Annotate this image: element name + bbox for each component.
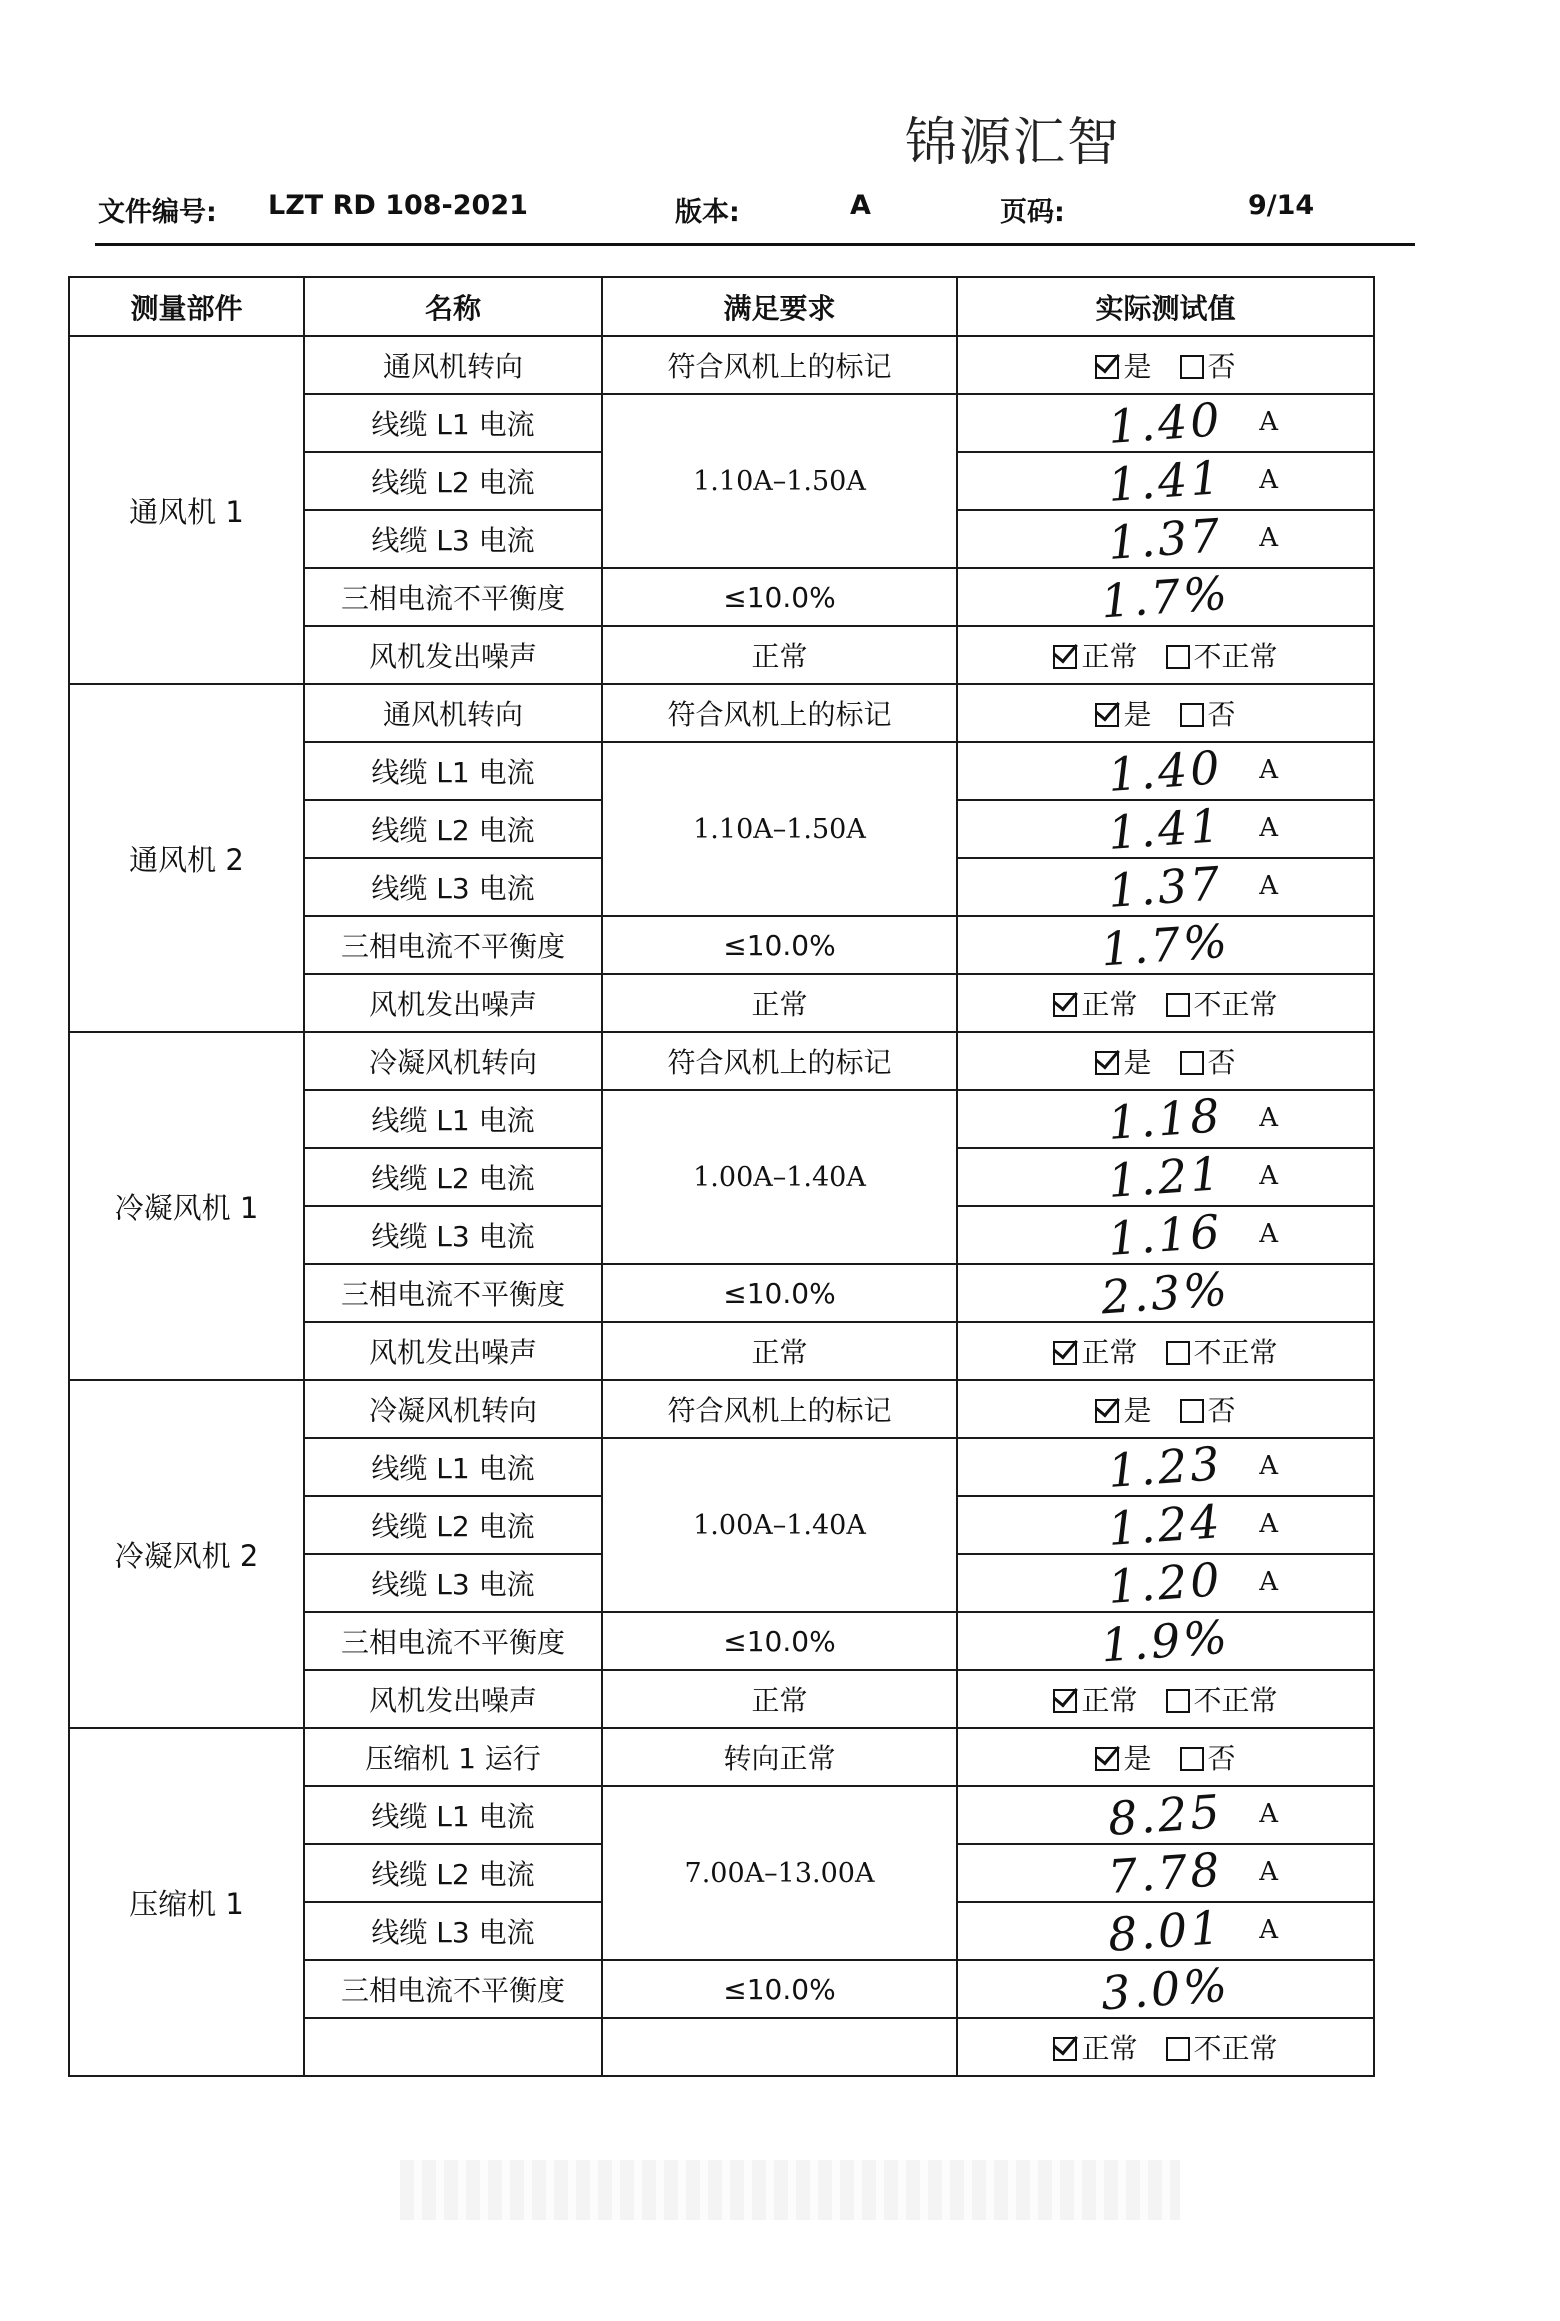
unit-label: A [1259, 407, 1278, 437]
noise-check-option-negative[interactable] [1166, 1684, 1278, 1717]
requirement: 正常 [602, 1670, 957, 1728]
requirement: 正常 [602, 626, 957, 684]
handwritten-value: 1.7% [1099, 913, 1232, 977]
checkbox-label: 不正常 [1193, 1336, 1278, 1369]
rotation-check-option-negative[interactable] [1180, 350, 1236, 383]
noise-check-cell [957, 974, 1374, 1032]
item-name: 通风机转向 [304, 684, 602, 742]
col-header-part: 测量部件 [69, 277, 304, 336]
rotation-check-options [1081, 1394, 1249, 1427]
rotation-check-cell [957, 684, 1374, 742]
component-name: 冷凝风机 2 [69, 1380, 304, 1728]
rotation-check-option-positive[interactable] [1095, 1046, 1151, 1079]
version-label: 版本: [675, 197, 740, 228]
checkbox-icon[interactable] [1180, 1051, 1204, 1075]
current-value-l3 [957, 858, 1374, 916]
handwritten-value: 1.9% [1099, 1609, 1232, 1673]
rotation-check-cell [957, 1380, 1374, 1438]
current-value-l2 [957, 1496, 1374, 1554]
item-name: 线缆 L1 电流 [304, 394, 602, 452]
faded-footer-text [400, 2160, 1180, 2220]
component-name: 通风机 1 [69, 336, 304, 684]
document-header [0, 190, 1560, 236]
noise-check-option-positive[interactable] [1053, 640, 1137, 673]
checkbox-label: 是 [1123, 1046, 1152, 1079]
checkbox-label: 是 [1123, 1742, 1152, 1775]
rotation-check-option-negative[interactable] [1180, 1742, 1236, 1775]
imbalance-value [957, 1261, 1374, 1325]
noise-check-options [1039, 988, 1291, 1021]
unit-label: A [1259, 813, 1278, 843]
handwritten-value: 1.18 [1106, 1088, 1225, 1150]
requirement: ≤10.0% [602, 568, 957, 626]
checkbox-icon[interactable] [1166, 993, 1190, 1017]
checkbox-icon[interactable] [1095, 1051, 1119, 1075]
checkbox-label: 正常 [1081, 2032, 1138, 2065]
checkbox-label: 正常 [1081, 1684, 1138, 1717]
rotation-check-option-positive[interactable] [1095, 1394, 1151, 1427]
item-name: 三相电流不平衡度 [304, 1612, 602, 1670]
rotation-check-options [1081, 1046, 1249, 1079]
item-name: 线缆 L1 电流 [304, 1786, 602, 1844]
rotation-check-option-positive[interactable] [1095, 350, 1151, 383]
page-number: 9/14 [1248, 190, 1315, 221]
checkbox-icon[interactable] [1180, 1747, 1204, 1771]
item-name: 三相电流不平衡度 [304, 1960, 602, 2018]
noise-check-cell [957, 1670, 1374, 1728]
component-name: 压缩机 1 [69, 1728, 304, 2076]
current-value-l2 [957, 1148, 1374, 1206]
checkbox-icon[interactable] [1095, 1399, 1119, 1423]
handwritten-value: 8.01 [1106, 1900, 1225, 1962]
item-name: 线缆 L1 电流 [304, 1090, 602, 1148]
current-value-l3 [957, 1206, 1374, 1264]
col-header-name: 名称 [304, 277, 602, 336]
checkbox-icon[interactable] [1166, 1689, 1190, 1713]
item-name: 压缩机 1 运行 [304, 1728, 602, 1786]
rotation-check-cell [957, 336, 1374, 394]
current-value-l3 [957, 1554, 1374, 1612]
imbalance-value [957, 913, 1374, 977]
noise-check-option-positive[interactable] [1053, 988, 1137, 1021]
requirement: ≤10.0% [602, 1960, 957, 2018]
unit-label: A [1259, 1103, 1278, 1133]
noise-check-option-positive[interactable] [1053, 1336, 1137, 1369]
requirement: 正常 [602, 974, 957, 1032]
unit-label: A [1259, 465, 1278, 495]
unit-label: A [1259, 523, 1278, 553]
requirement: ≤10.0% [602, 916, 957, 974]
unit-label: A [1259, 1799, 1278, 1829]
noise-check-option-negative[interactable] [1166, 988, 1278, 1021]
handwritten-value: 8.25 [1106, 1784, 1225, 1846]
handwritten-value: 7.78 [1106, 1842, 1225, 1904]
noise-check-options [1039, 1336, 1291, 1369]
checkbox-label: 否 [1207, 1046, 1236, 1079]
doc-number: LZT RD 108-2021 [268, 190, 528, 221]
col-header-requirement: 满足要求 [602, 277, 957, 336]
checkbox-icon[interactable] [1180, 355, 1204, 379]
table-row [69, 1380, 1374, 1438]
item-name: 通风机转向 [304, 336, 602, 394]
rotation-check-options [1081, 698, 1249, 731]
unit-label: A [1259, 1857, 1278, 1887]
checkbox-icon[interactable] [1053, 645, 1077, 669]
imbalance-value [957, 565, 1374, 629]
current-value-l1 [957, 1438, 1374, 1496]
checkbox-label: 不正常 [1193, 640, 1278, 673]
checkbox-icon[interactable] [1180, 1399, 1204, 1423]
current-value-l1 [957, 742, 1374, 800]
noise-check-options [1039, 2032, 1291, 2065]
item-name [304, 2018, 602, 2076]
handwritten-value: 1.40 [1106, 392, 1225, 454]
current-value-l1 [957, 394, 1374, 452]
item-name: 冷凝风机转向 [304, 1380, 602, 1438]
checkbox-icon[interactable] [1180, 703, 1204, 727]
handwritten-value: 1.37 [1106, 508, 1225, 570]
unit-label: A [1259, 1509, 1278, 1539]
handwritten-value: 1.16 [1106, 1204, 1225, 1266]
current-value-l3 [957, 1902, 1374, 1960]
requirement: ≤10.0% [602, 1264, 957, 1322]
doc-number-label: 文件编号: [98, 197, 217, 228]
handwritten-value: 1.41 [1106, 798, 1225, 860]
noise-check-option-positive[interactable] [1053, 1684, 1137, 1717]
item-name: 三相电流不平衡度 [304, 568, 602, 626]
item-name: 线缆 L2 电流 [304, 1844, 602, 1902]
handwritten-value: 1.7% [1099, 565, 1232, 629]
checkbox-label: 否 [1207, 350, 1236, 383]
item-name: 风机发出噪声 [304, 1670, 602, 1728]
version-value: A [850, 190, 871, 221]
checkbox-icon[interactable] [1053, 1341, 1077, 1365]
current-value-l1 [957, 1786, 1374, 1844]
rotation-check-option-negative[interactable] [1180, 1394, 1236, 1427]
item-name: 风机发出噪声 [304, 626, 602, 684]
unit-label: A [1259, 755, 1278, 785]
handwritten-value: 1.21 [1106, 1146, 1225, 1208]
component-name: 通风机 2 [69, 684, 304, 1032]
header-divider [95, 243, 1415, 246]
noise-check-option-negative[interactable] [1166, 2032, 1278, 2065]
checkbox-label: 正常 [1081, 640, 1138, 673]
imbalance-value [957, 1957, 1374, 2021]
checkbox-label: 是 [1123, 698, 1152, 731]
requirement: 符合风机上的标记 [602, 1380, 957, 1438]
requirement: 符合风机上的标记 [602, 1032, 957, 1090]
rotation-check-option-negative[interactable] [1180, 1046, 1236, 1079]
item-name: 风机发出噪声 [304, 974, 602, 1032]
page-label: 页码: [1000, 197, 1065, 228]
rotation-check-cell [957, 1728, 1374, 1786]
checkbox-icon[interactable] [1053, 993, 1077, 1017]
checkbox-icon[interactable] [1166, 2037, 1190, 2061]
requirement: ≤10.0% [602, 1612, 957, 1670]
checkbox-label: 否 [1207, 698, 1236, 731]
handwritten-value: 1.40 [1106, 740, 1225, 802]
handwritten-value: 1.20 [1106, 1552, 1225, 1614]
checkbox-label: 不正常 [1193, 1684, 1278, 1717]
current-range: 7.00A–13.00A [602, 1786, 957, 1960]
item-name: 线缆 L2 电流 [304, 1148, 602, 1206]
item-name: 线缆 L3 电流 [304, 1554, 602, 1612]
checkbox-icon[interactable] [1095, 1747, 1119, 1771]
current-range: 1.00A–1.40A [602, 1090, 957, 1264]
item-name: 线缆 L2 电流 [304, 1496, 602, 1554]
unit-label: A [1259, 1219, 1278, 1249]
checkbox-icon[interactable] [1095, 355, 1119, 379]
current-range: 1.10A–1.50A [602, 742, 957, 916]
noise-check-cell [957, 626, 1374, 684]
item-name: 线缆 L3 电流 [304, 1206, 602, 1264]
noise-check-options [1039, 1684, 1291, 1717]
checkbox-icon[interactable] [1053, 1689, 1077, 1713]
item-name: 线缆 L3 电流 [304, 1902, 602, 1960]
noise-check-cell [957, 1322, 1374, 1380]
noise-check-options [1039, 640, 1291, 673]
table-row [69, 1728, 1374, 1786]
table-row [69, 684, 1374, 742]
checkbox-label: 否 [1207, 1742, 1236, 1775]
item-name: 线缆 L1 电流 [304, 1438, 602, 1496]
rotation-check-cell [957, 1032, 1374, 1090]
rotation-check-options [1081, 350, 1249, 383]
checkbox-label: 否 [1207, 1394, 1236, 1427]
checkbox-label: 不正常 [1193, 988, 1278, 1021]
component-name: 冷凝风机 1 [69, 1032, 304, 1380]
checkbox-icon[interactable] [1053, 2037, 1077, 2061]
rotation-check-option-negative[interactable] [1180, 698, 1236, 731]
unit-label: A [1259, 1451, 1278, 1481]
current-range: 1.10A–1.50A [602, 394, 957, 568]
unit-label: A [1259, 1567, 1278, 1597]
handwritten-value: 1.37 [1106, 856, 1225, 918]
col-header-actual-value: 实际测试值 [957, 277, 1374, 336]
handwritten-value: 1.24 [1106, 1494, 1225, 1556]
item-name: 线缆 L1 电流 [304, 742, 602, 800]
checkbox-label: 正常 [1081, 1336, 1138, 1369]
rotation-check-options [1081, 1742, 1249, 1775]
table-row [69, 1032, 1374, 1090]
imbalance-value [957, 1609, 1374, 1673]
item-name: 三相电流不平衡度 [304, 916, 602, 974]
table-row [69, 336, 1374, 394]
rotation-check-option-positive[interactable] [1095, 698, 1151, 731]
requirement: 正常 [602, 1322, 957, 1380]
item-name: 线缆 L3 电流 [304, 858, 602, 916]
noise-check-cell [957, 2018, 1374, 2076]
unit-label: A [1259, 1915, 1278, 1945]
current-value-l1 [957, 1090, 1374, 1148]
requirement: 符合风机上的标记 [602, 684, 957, 742]
handwritten-value: 1.41 [1106, 450, 1225, 512]
current-value-l2 [957, 800, 1374, 858]
table-body [69, 336, 1374, 2076]
handwritten-value: 3.0% [1099, 1957, 1232, 2021]
noise-check-option-positive[interactable] [1053, 2032, 1137, 2065]
current-value-l3 [957, 510, 1374, 568]
table-header-row [69, 277, 1374, 336]
checkbox-label: 是 [1123, 1394, 1152, 1427]
checkbox-label: 不正常 [1193, 2032, 1278, 2065]
checkbox-label: 是 [1123, 350, 1152, 383]
item-name: 线缆 L2 电流 [304, 452, 602, 510]
measurement-table [68, 276, 1375, 2077]
checkbox-label: 正常 [1081, 988, 1138, 1021]
checkbox-icon[interactable] [1166, 645, 1190, 669]
current-range: 1.00A–1.40A [602, 1438, 957, 1612]
item-name: 线缆 L2 电流 [304, 800, 602, 858]
checkbox-icon[interactable] [1095, 703, 1119, 727]
requirement [602, 2018, 957, 2076]
item-name: 线缆 L3 电流 [304, 510, 602, 568]
requirement: 转向正常 [602, 1728, 957, 1786]
item-name: 风机发出噪声 [304, 1322, 602, 1380]
checkbox-icon[interactable] [1166, 1341, 1190, 1365]
company-brand: 锦源汇智 [905, 113, 1122, 173]
item-name: 三相电流不平衡度 [304, 1264, 602, 1322]
rotation-check-option-positive[interactable] [1095, 1742, 1151, 1775]
noise-check-option-negative[interactable] [1166, 1336, 1278, 1369]
handwritten-value: 2.3% [1099, 1261, 1232, 1325]
item-name: 冷凝风机转向 [304, 1032, 602, 1090]
handwritten-value: 1.23 [1106, 1436, 1225, 1498]
current-value-l2 [957, 1844, 1374, 1902]
noise-check-option-negative[interactable] [1166, 640, 1278, 673]
unit-label: A [1259, 871, 1278, 901]
requirement: 符合风机上的标记 [602, 336, 957, 394]
current-value-l2 [957, 452, 1374, 510]
unit-label: A [1259, 1161, 1278, 1191]
